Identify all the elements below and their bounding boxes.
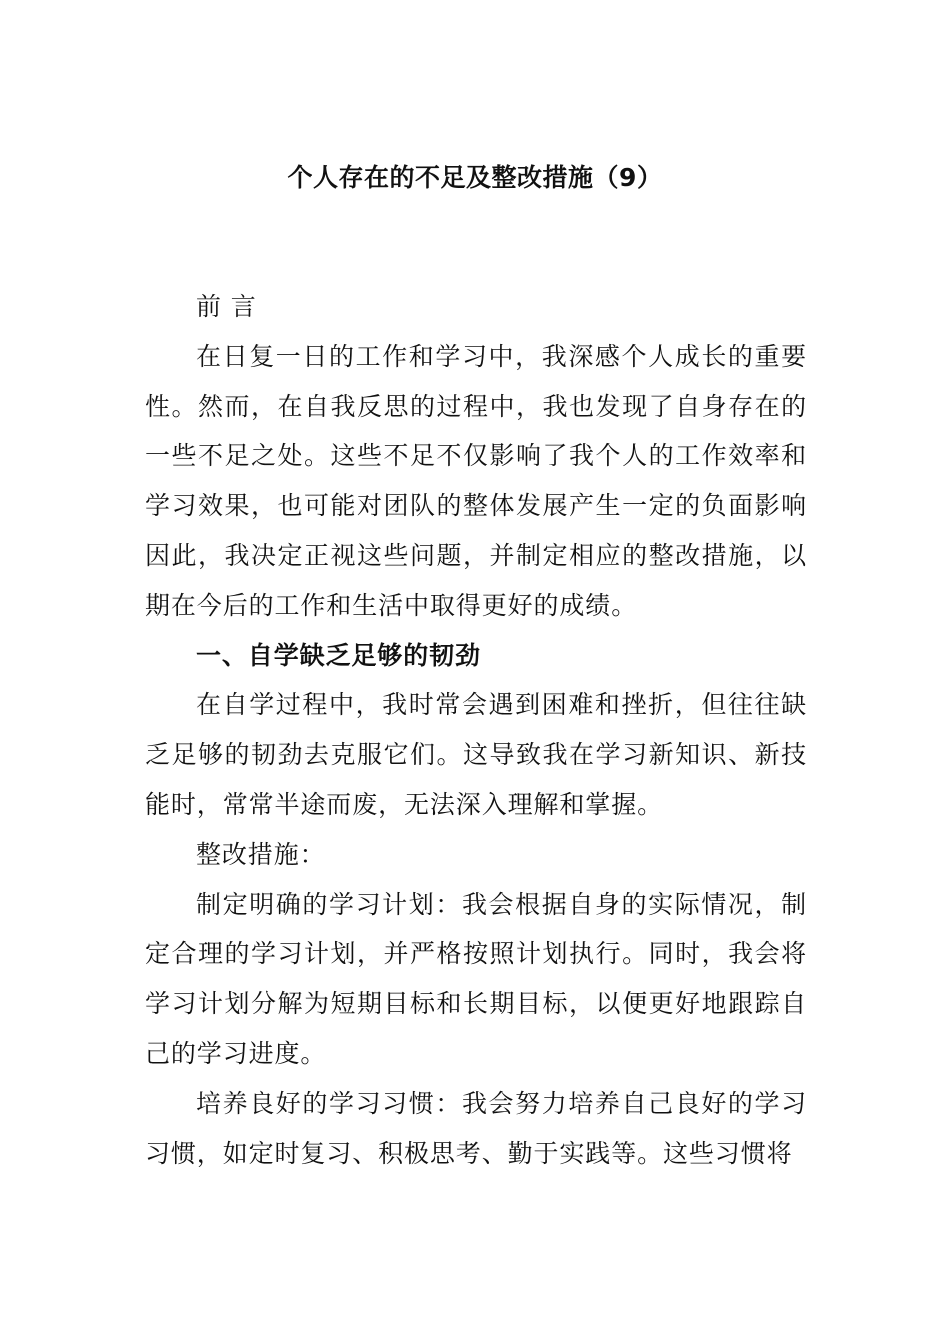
document-body [145,282,807,1178]
preface-paragraph: 在日复一日的工作和学习中，我深感个人成长的重要性。然而，在自我反思的过程中，我也发现了自身存在的一些不足之处。这些不足不仅影响了我个人的工作效率和学习效果，也可能对团队的整体发展产生一定的负面影响因此，我决定正视这些问题，并制定相应的整改措施，以期在今后的工作和生活中取得更好的成绩。 [145,341,807,620]
section-heading-1: 一、自学缺乏足够的韧劲 [196,640,481,670]
section-1-paragraph: 在自学过程中，我时常会遇到困难和挫折，但往往缺乏足够的韧劲去克服它们。这导致我在学习新知识、新技能时，常常半途而废，无法深入理解和掌握。 [145,690,807,819]
measure-paragraph-1: 制定明确的学习计划：我会根据自身的实际情况，制定合理的学习计划，并严格按照计划执行。同时，我会将学习计划分解为短期目标和长期目标，以便更好地跟踪自己的学习进度。 [145,889,807,1068]
measure-paragraph-2: 培养良好的学习习惯：我会努力培养自己良好的学习习惯，如定时复习、积极思考、勤于实践等。这些习惯将 [145,1088,807,1168]
measures-label: 整改措施： [196,839,326,869]
document-title: 个人存在的不足及整改措施（9） [287,163,663,192]
preface-heading: 前 言 [196,292,257,321]
